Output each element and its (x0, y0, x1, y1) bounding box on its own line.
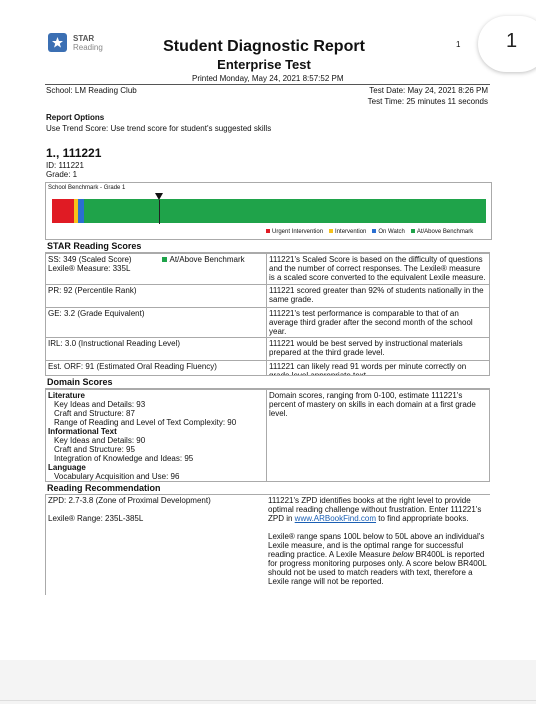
list-item: Key Ideas and Details: 93 (54, 400, 146, 409)
domain-scores-heading: Domain Scores (45, 375, 490, 389)
legend-swatch-icon (329, 229, 333, 233)
star-scores-table (45, 253, 490, 384)
reading-recommendation-heading: Reading Recommendation (45, 481, 490, 495)
page-number: 1 (506, 30, 518, 52)
legend-swatch-icon (266, 229, 270, 233)
header-divider (45, 84, 490, 85)
benchmark-legend (266, 229, 473, 235)
orf-description: 111221 can likely read 91 words per minute correctly on (267, 361, 490, 384)
benchmark-status-badge: At/Above Benchmark (162, 255, 245, 264)
list-item: Integration of Knowledge and Ideas: 95 (54, 454, 194, 463)
logo-line2: Reading (73, 42, 103, 52)
report-title: Student Diagnostic Report (163, 38, 365, 55)
legend-swatch-icon (411, 229, 415, 233)
table-row (46, 390, 490, 483)
grade-equivalent: GE: 3.2 (Grade Equivalent) (46, 308, 267, 338)
legend-item: On Watch (372, 229, 404, 235)
green-square-icon (162, 257, 167, 262)
test-date: Test Date: May 24, 2021 8:26 PM (369, 86, 488, 95)
legend-item: Intervention (329, 229, 366, 235)
arbookfind-link[interactable]: www.ARBookFind.com (294, 514, 377, 523)
table-row (46, 495, 491, 595)
percentile-rank-description: 111221 scored greater than 92% of students nationally in the same grade. (267, 285, 490, 308)
literature-heading: Literature (48, 391, 85, 400)
student-name: 1., 111221 (46, 146, 102, 160)
star-scores-heading: STAR Reading Scores (45, 239, 490, 253)
page-bottom-divider (0, 700, 536, 701)
oral-reading-fluency: Est. ORF: 91 (Estimated Oral Reading Fluency) (46, 361, 267, 384)
list-item: Vocabulary Acquisition and Use: 96 (54, 472, 180, 481)
percentile-rank: PR: 92 (Percentile Rank) (46, 285, 267, 308)
benchmark-segment-3 (84, 199, 486, 223)
score-marker-line (159, 200, 160, 224)
list-item: Range of Reading and Level of Text Complexity: 90 (54, 418, 237, 427)
language-heading: Language (48, 463, 86, 472)
scaled-score-description: 111221's Scaled Score is based on the difficulty of questions and the number of correct responses. The Lexile® measure is a scaled score converted to the equivalent Lexile measure. (267, 254, 490, 285)
domain-scores-table (45, 389, 490, 483)
table-row (46, 285, 490, 308)
recommendation-table (45, 495, 490, 595)
table-row (46, 254, 490, 285)
score-marker-icon (155, 193, 163, 200)
irl-description: 111221 would be best served by instructional materials prepared at the third grade level. (267, 338, 490, 361)
student-grade: Grade: 1 (46, 170, 78, 179)
lexile-range-description: Lexile® range spans 100L below to 50L above an individual's Lexile measure, and is the optimal range for successful reading practice. A Lexile Measure below BR400L is reported for progress monitoring purposes only. A score below BR400L should not be used to match readers with text, therefore a Lexile range will not be reported. (268, 532, 487, 586)
informational-text-heading: Informational Text (48, 427, 117, 436)
table-row (46, 308, 490, 338)
grade-equivalent-description: 111221's test performance is comparable to that of an average third grader after the second month of the school year. (267, 308, 490, 338)
benchmark-segment-0 (52, 199, 74, 223)
legend-item: Urgent Intervention (266, 229, 323, 235)
student-id: ID: 111221 (46, 161, 84, 170)
report-page-number: 1 (456, 40, 461, 49)
list-item: Craft and Structure: 95 (54, 445, 135, 454)
scaled-score: SS: 349 (Scaled Score) (48, 255, 132, 264)
lexile-measure: Lexile® Measure: 335L (48, 264, 131, 273)
list-item: Key Ideas and Details: 90 (54, 436, 146, 445)
school-name: School: LM Reading Club (46, 86, 137, 95)
report-options-text: Use Trend Score: Use trend score for student's suggested skills (46, 124, 272, 133)
table-row (46, 338, 490, 361)
report-subtitle: Enterprise Test (217, 57, 311, 72)
benchmark-bar (52, 199, 486, 223)
domain-scores-description: Domain scores, ranging from 0-100, estimate 111221's percent of mastery on skills in each domain at a first grade level. (267, 390, 490, 483)
list-item: Craft and Structure: 87 (54, 409, 135, 418)
page-number-indicator (478, 16, 536, 72)
benchmark-caption: School Benchmark - Grade 1 (48, 185, 126, 191)
test-time: Test Time: 25 minutes 11 seconds (367, 97, 488, 106)
lexile-range: Lexile® Range: 235L-385L (48, 514, 144, 523)
instructional-reading-level: IRL: 3.0 (Instructional Reading Level) (46, 338, 267, 361)
legend-item: At/Above Benchmark (411, 229, 473, 235)
zpd-description: 111221's ZPD identifies books at the right level to provide optimal reading challenge without frustration. Enter 111221's ZPD in www.ARBookFind.com to find appropriate books. (268, 496, 482, 523)
printed-date: Printed Monday, May 24, 2021 8:57:52 PM (192, 74, 344, 83)
logo-line1: STAR (73, 33, 95, 43)
zpd-range: ZPD: 2.7-3.8 (Zone of Proximal Development) (48, 496, 211, 505)
report-options-heading: Report Options (46, 113, 105, 122)
legend-swatch-icon (372, 229, 376, 233)
